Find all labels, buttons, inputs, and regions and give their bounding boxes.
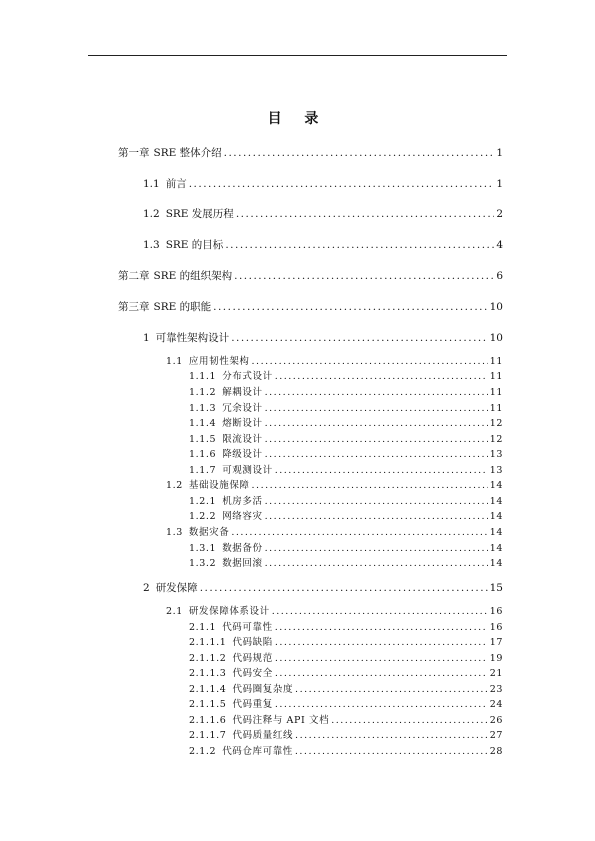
toc-text: 机房多活 <box>222 496 263 507</box>
toc-entry[interactable] <box>189 400 503 414</box>
toc-text: 熔断设计 <box>222 418 263 429</box>
toc-number: 2.1.1.1 <box>189 637 227 648</box>
toc-number: 1.2.2 <box>189 511 217 522</box>
toc-entry[interactable] <box>118 145 503 160</box>
toc-number: 第二章 <box>118 270 150 282</box>
toc-entry[interactable] <box>189 415 503 429</box>
toc-entry[interactable] <box>166 353 503 367</box>
toc-text: 限流设计 <box>222 434 263 445</box>
toc-leader <box>275 699 488 710</box>
toc-entry[interactable] <box>189 665 503 679</box>
toc-page: 28 <box>489 746 503 757</box>
toc-entry[interactable] <box>143 237 503 252</box>
toc-number: 1.1.1 <box>189 371 217 382</box>
toc-text: 代码注释与 API 文档 <box>232 715 330 726</box>
toc-entry[interactable] <box>143 580 503 595</box>
toc-entry[interactable] <box>189 619 503 633</box>
toc-number: 1.1 <box>143 178 160 190</box>
toc-number: 1.1.5 <box>189 434 217 445</box>
toc-text: 研发保障体系设计 <box>188 606 270 617</box>
toc-entry[interactable] <box>189 493 503 507</box>
toc-leader <box>275 622 488 633</box>
toc-entry[interactable] <box>189 431 503 445</box>
toc-entry[interactable] <box>189 634 503 648</box>
toc-number: 2.1.2 <box>189 746 217 757</box>
toc-entry[interactable] <box>189 508 503 522</box>
toc-leader <box>265 543 488 554</box>
toc-text: 前言 <box>165 178 187 190</box>
toc-page: 14 <box>489 480 503 491</box>
toc-text: 冗余设计 <box>222 403 263 414</box>
toc-text: 基础设施保障 <box>188 480 250 491</box>
toc-leader <box>231 527 487 538</box>
toc-leader <box>265 496 488 507</box>
toc-leader <box>231 332 487 344</box>
toc-entry[interactable] <box>143 176 503 191</box>
toc-page: 17 <box>489 637 503 648</box>
toc-page: 14 <box>489 511 503 522</box>
toc-text: 代码圈复杂度 <box>232 684 294 695</box>
toc-text: 可观测设计 <box>222 465 273 476</box>
toc-page: 16 <box>489 606 503 617</box>
toc-entry[interactable] <box>143 206 503 221</box>
toc-number: 1.3.1 <box>189 543 217 554</box>
toc-leader <box>213 301 488 313</box>
toc-page: 1 <box>496 178 503 190</box>
toc-number: 2.1.1.2 <box>189 653 227 664</box>
toc-entry[interactable] <box>189 650 503 664</box>
toc-number: 1.1.3 <box>189 403 217 414</box>
toc-page: 10 <box>489 332 503 344</box>
toc-page: 11 <box>489 371 503 382</box>
toc-page: 27 <box>489 730 503 741</box>
toc-page: 11 <box>489 356 503 367</box>
toc-number: 第一章 <box>118 147 150 159</box>
toc-leader <box>265 387 488 398</box>
toc-page: 13 <box>489 465 503 476</box>
toc-text: 代码重复 <box>232 699 273 710</box>
toc-entry[interactable] <box>118 268 503 283</box>
toc-text: 降级设计 <box>222 449 263 460</box>
toc-text: 应用韧性架构 <box>188 356 250 367</box>
toc-number: 2.1 <box>166 606 183 617</box>
toc-number: 1.3.2 <box>189 558 217 569</box>
toc-page: 19 <box>489 653 503 664</box>
toc-entry[interactable] <box>189 555 503 569</box>
toc-page: 14 <box>489 527 503 538</box>
toc-page: 21 <box>489 668 503 679</box>
toc-number: 第三章 <box>118 301 150 313</box>
toc-leader <box>331 715 488 726</box>
toc-leader <box>275 371 488 382</box>
toc-number: 2 <box>143 582 150 594</box>
toc-text: SRE 的目标 <box>165 239 224 251</box>
toc-entry[interactable] <box>189 446 503 460</box>
toc-leader <box>252 356 488 367</box>
toc-text: 可靠性架构设计 <box>155 332 230 344</box>
toc-leader <box>265 558 488 569</box>
toc-entry[interactable] <box>189 681 503 695</box>
toc-entry[interactable] <box>189 540 503 554</box>
toc-number: 1 <box>143 332 150 344</box>
toc-page: 11 <box>489 387 503 398</box>
toc-number: 2.1.1.7 <box>189 730 227 741</box>
toc-page: 4 <box>496 239 503 251</box>
toc-number: 1.1.7 <box>189 465 217 476</box>
toc-page: 14 <box>489 496 503 507</box>
toc-page: 24 <box>489 699 503 710</box>
toc-page: 15 <box>489 582 503 594</box>
toc-leader <box>224 147 495 159</box>
toc-leader <box>275 653 488 664</box>
toc-page: 13 <box>489 449 503 460</box>
toc-text: 代码仓库可靠性 <box>222 746 293 757</box>
toc-number: 2.1.1.4 <box>189 684 227 695</box>
toc-number: 2.1.1.5 <box>189 699 227 710</box>
toc-number: 2.1.1.6 <box>189 715 227 726</box>
toc-entry[interactable] <box>189 696 503 710</box>
toc-text: 数据回滚 <box>222 558 263 569</box>
toc-number: 1.1.2 <box>189 387 217 398</box>
toc-number: 1.1.4 <box>189 418 217 429</box>
toc-leader <box>252 480 488 491</box>
toc-page: 10 <box>489 301 503 313</box>
toc-entry[interactable] <box>143 330 503 345</box>
toc-text: 代码质量红线 <box>232 730 294 741</box>
toc-entry[interactable] <box>189 384 503 398</box>
toc-leader <box>295 730 488 741</box>
toc-text: 解耦设计 <box>222 387 263 398</box>
toc-entry[interactable] <box>189 462 503 476</box>
toc-entry[interactable] <box>189 712 503 726</box>
toc-page: 14 <box>489 558 503 569</box>
toc-leader <box>265 449 488 460</box>
toc-page: 11 <box>489 403 503 414</box>
toc-text: 数据备份 <box>222 543 263 554</box>
toc-leader <box>295 746 488 757</box>
toc-text: 代码安全 <box>232 668 273 679</box>
toc-number: 1.1 <box>166 356 183 367</box>
toc-entry[interactable] <box>189 743 503 757</box>
toc-leader <box>275 637 488 648</box>
toc-leader <box>189 178 495 190</box>
toc-text: 代码可靠性 <box>222 622 273 633</box>
toc-text: SRE 整体介绍 <box>153 147 222 159</box>
toc-page: 12 <box>489 434 503 445</box>
toc-leader <box>265 403 488 414</box>
toc-page: 12 <box>489 418 503 429</box>
toc-leader <box>275 465 488 476</box>
toc-number: 1.2 <box>166 480 183 491</box>
toc-number: 2.1.1 <box>189 622 217 633</box>
toc-number: 2.1.1.3 <box>189 668 227 679</box>
toc-text: SRE 发展历程 <box>165 208 234 220</box>
toc-leader <box>225 239 494 251</box>
toc-leader <box>265 434 488 445</box>
toc-text: SRE 的组织架构 <box>153 270 233 282</box>
toc-number: 1.2 <box>143 208 160 220</box>
toc-entry[interactable] <box>166 477 503 491</box>
toc-text: 代码缺陷 <box>232 637 273 648</box>
toc-leader <box>236 208 495 220</box>
toc-leader <box>272 606 488 617</box>
toc-entry[interactable] <box>118 299 503 314</box>
toc-leader <box>295 684 488 695</box>
toc-text: SRE 的职能 <box>153 301 212 313</box>
toc-page: 1 <box>496 147 503 159</box>
toc-text: 网络容灾 <box>222 511 263 522</box>
toc-number: 1.3 <box>166 527 183 538</box>
page-title: 目 录 <box>267 111 328 127</box>
toc-text: 代码规范 <box>232 653 273 664</box>
toc-number: 1.2.1 <box>189 496 217 507</box>
toc-entry[interactable] <box>189 368 503 382</box>
toc-page: 6 <box>496 270 503 282</box>
toc-page: 23 <box>489 684 503 695</box>
toc-page: 2 <box>496 208 503 220</box>
toc-entry[interactable] <box>166 524 503 538</box>
toc-text: 数据灾备 <box>188 527 230 538</box>
toc-leader <box>265 511 488 522</box>
toc-leader <box>265 418 488 429</box>
toc-page: 14 <box>489 543 503 554</box>
toc-text: 分布式设计 <box>222 371 273 382</box>
toc-entry[interactable] <box>166 603 503 617</box>
toc-page: 16 <box>489 622 503 633</box>
toc-text: 研发保障 <box>155 582 198 594</box>
toc-page: 26 <box>489 715 503 726</box>
toc-leader <box>275 668 488 679</box>
toc-leader <box>234 270 494 282</box>
toc-number: 1.3 <box>143 239 160 251</box>
toc-leader <box>200 582 488 594</box>
toc-number: 1.1.6 <box>189 449 217 460</box>
toc-entry[interactable] <box>189 727 503 741</box>
